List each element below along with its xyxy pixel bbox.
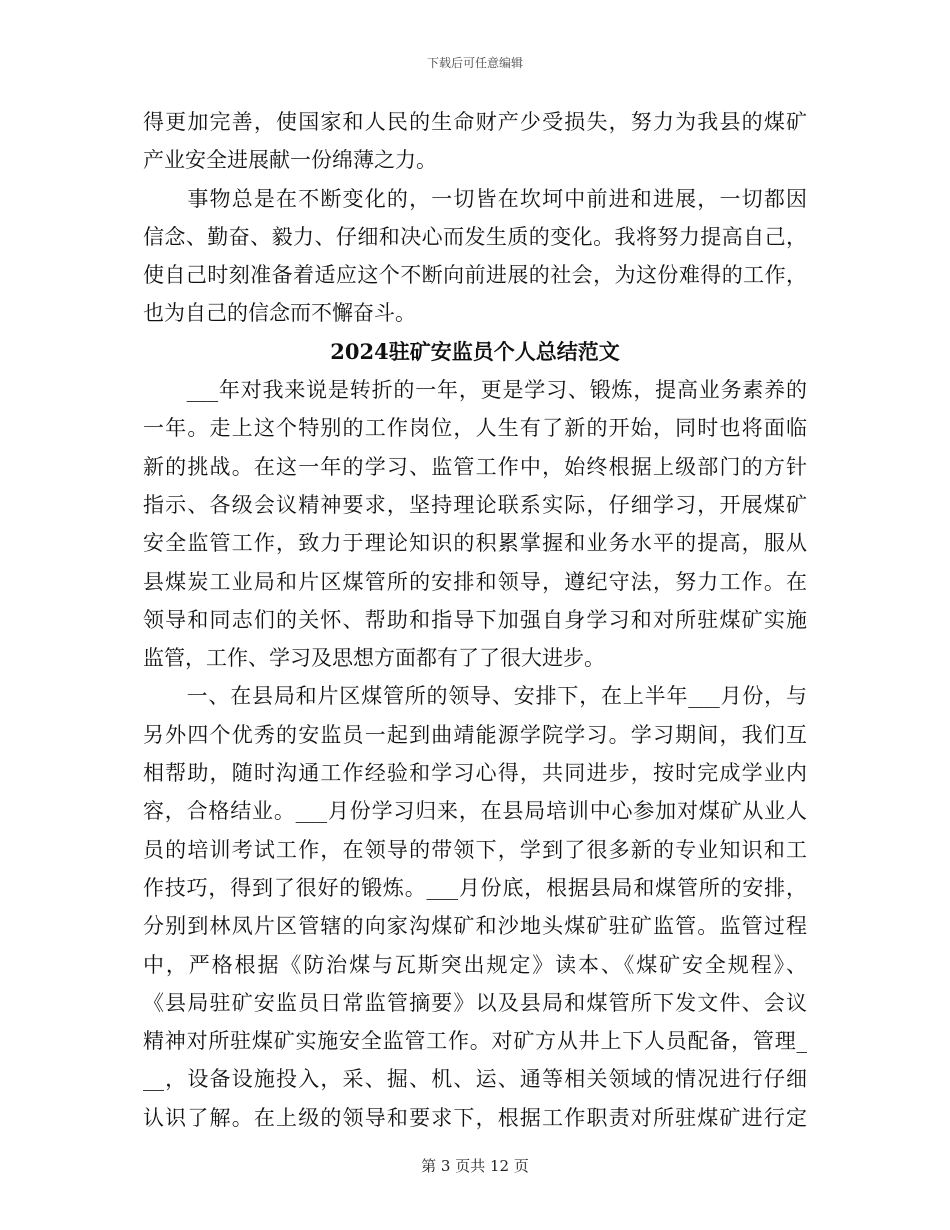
text-line: 信念、勤奋、毅力、仔细和决心而发生质的变化。我将努力提高自己， [143, 224, 807, 249]
text-line: 中，严格根据《防治煤与瓦斯突出规定》读本、《煤矿安全规程》、 [143, 952, 807, 977]
text-line: 产业安全进展献一份绵薄之力。 [143, 148, 437, 173]
text-line: 领导和同志们的关怀、帮助和指导下加强自身学习和对所驻煤矿实施 [143, 607, 807, 632]
text-line: 新的挑战。在这一年的学习、监管工作中，始终根据上级部门的方针 [143, 454, 807, 479]
text-line: ___年对我来说是转折的一年，更是学习、锻炼，提高业务素养的 [143, 378, 807, 403]
text-line: 一年。走上这个特别的工作岗位，人生有了新的开始，同时也将面临 [143, 416, 807, 441]
text-line: 相帮助，随时沟通工作经验和学习心得，共同进步，按时完成学业内 [143, 761, 807, 786]
text-line: 安全监管工作，致力于理论知识的积累掌握和业务水平的提高，服从 [143, 531, 807, 556]
text-line: 《县局驻矿安监员日常监管摘要》以及县局和煤管所下发文件、会议 [143, 990, 807, 1015]
page-number: 第 3 页共 12 页 [421, 1157, 529, 1175]
text-line: 使自己时刻准备着适应这个不断向前进展的社会，为这份难得的工作， [143, 263, 807, 288]
page-header-note: 下载后可任意编辑 [426, 56, 523, 70]
text-line: 容，合格结业。___月份学习归来，在县局培训中心参加对煤矿从业人 [143, 799, 807, 824]
text-line: 也为自己的信念而不懈奋斗。 [143, 301, 416, 326]
text-line: 认识了解。在上级的领导和要求下，根据工作职责对所驻煤矿进行定 [143, 1105, 807, 1130]
text-line: 监管，工作、学习及思想方面都有了了很大进步。 [143, 646, 605, 671]
text-line: 一、在县局和片区煤管所的领导、安排下，在上半年___月份，与 [143, 684, 807, 709]
text-line: 指示、各级会议精神要求，坚持理论联系实际，仔细学习，开展煤矿 [143, 492, 807, 517]
section-title: 2024驻矿安监员个人总结范文 [330, 338, 620, 364]
text-line: __，设备设施投入，采、掘、机、运、通等相关领域的情况进行仔细 [143, 1067, 807, 1092]
text-line: 分别到林凤片区管辖的向家沟煤矿和沙地头煤矿驻矿监管。监管过程 [143, 914, 807, 939]
text-line: 得更加完善，使国家和人民的生命财产少受损失，努力为我县的煤矿 [143, 110, 807, 134]
text-line: 县煤炭工业局和片区煤管所的安排和领导，遵纪守法，努力工作。在 [143, 569, 807, 594]
document-body [143, 103, 807, 1137]
text-line: 员的培训考试工作，在领导的带领下，学到了很多新的专业知识和工 [143, 837, 807, 862]
text-line: 另外四个优秀的安监员一起到曲靖能源学院学习。学习期间，我们互 [143, 722, 807, 747]
text-line: 作技巧，得到了很好的锻炼。___月份底，根据县局和煤管所的安排， [143, 875, 807, 900]
text-line: 事物总是在不断变化的，一切皆在坎坷中前进和进展，一切都因 [143, 186, 807, 211]
text-line: 精神对所驻煤矿实施安全监管工作。对矿方从井上下人员配备，管理_ [143, 1029, 807, 1054]
